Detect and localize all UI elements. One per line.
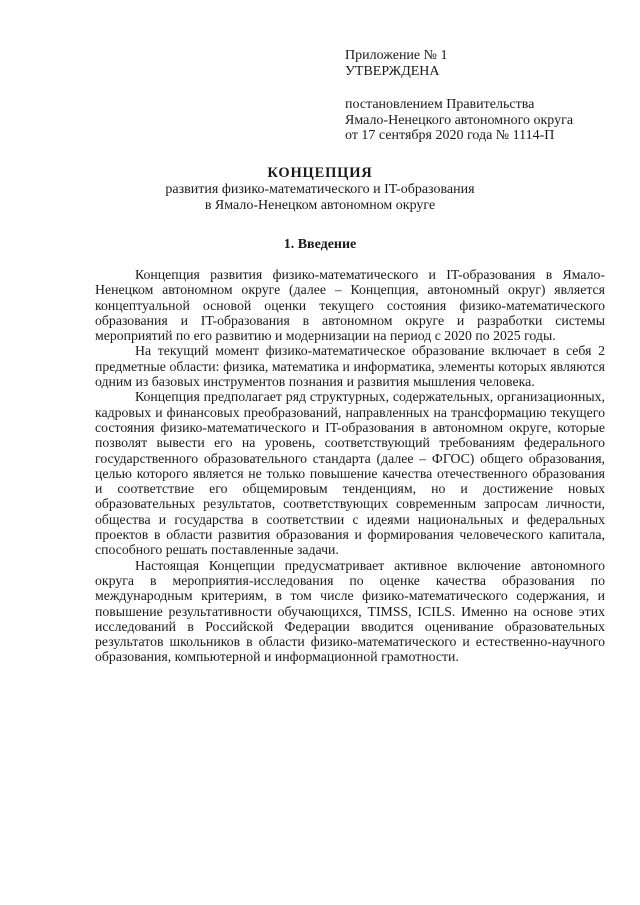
title-subtitle-line1: развития физико-математического и IT-образования	[165, 182, 475, 197]
approval-region: Ямало-Ненецкого автономного округа	[345, 112, 574, 128]
title-subtitle-line2: в Ямало-Ненецком автономном округе	[204, 197, 436, 213]
approval-date: от 17 сентября 2020 года № 1114-П	[345, 128, 555, 143]
document-title	[0, 165, 640, 213]
title-heading: КОНЦЕПЦИЯ	[267, 165, 373, 181]
section-heading: 1. Введение	[283, 237, 357, 252]
paragraph: Концепция развития физико-математического и IT-образования в Ямало-Ненецком автономном округе (далее – Концепция, автономный округ) является концептуальной основой оценки текущего состояния физико-математического образования и IT-образования в автономном округе и разработки системы мероприятий по его развитию и модернизации на период с 2020 по 2025 годы.	[95, 267, 605, 344]
appendix-block	[345, 48, 615, 144]
paragraph: На текущий момент физико-математическое образование включает в себя 2 предметные области: физика, математика и информатика, элементы которых являются одним из базовых инструментов познания и развития мышления человека.	[95, 343, 605, 390]
paragraph: Концепция предполагает ряд структурных, содержательных, организационных, кадровых и финансовых преобразований, направленных на трансформацию текущего состояния физико-математического и IT-образования в автономном округе, которые позволят вывести его на уровень, соответствующий требованиям федерального государственного образовательного стандарта (далее – ФГОС) общего образования, целью которого является не только повышение качества отечественного образования и соответствие его общемировым тенденциям, но и достижение новых образовательных результатов, соответствующих современным запросам личности, общества и государства в соответствии с идеями национальных и федеральных проектов в области развития образования и формирования человеческого капитала, способного решать поставленные задачи.	[95, 389, 605, 558]
document-body	[95, 267, 605, 665]
appendix-number: Приложение № 1	[345, 48, 448, 63]
paragraph: Настоящая Концепции предусматривает активное включение автономного округа в мероприятия-исследования по оценке качества образования по международным критериям, в том числе физико-математического содержания, и повышение результативности обучающихся, TIMSS, ICILS. Именно на основе этих исследований в Российской Федерации вводится оценивание образовательных результатов школьников в области физико-математического и естественно-научного образования, компьютерной и информационной грамотности.	[95, 557, 605, 665]
approval-by: постановлением Правительства	[345, 97, 535, 112]
approval-label: УТВЕРЖДЕНА	[345, 63, 440, 79]
